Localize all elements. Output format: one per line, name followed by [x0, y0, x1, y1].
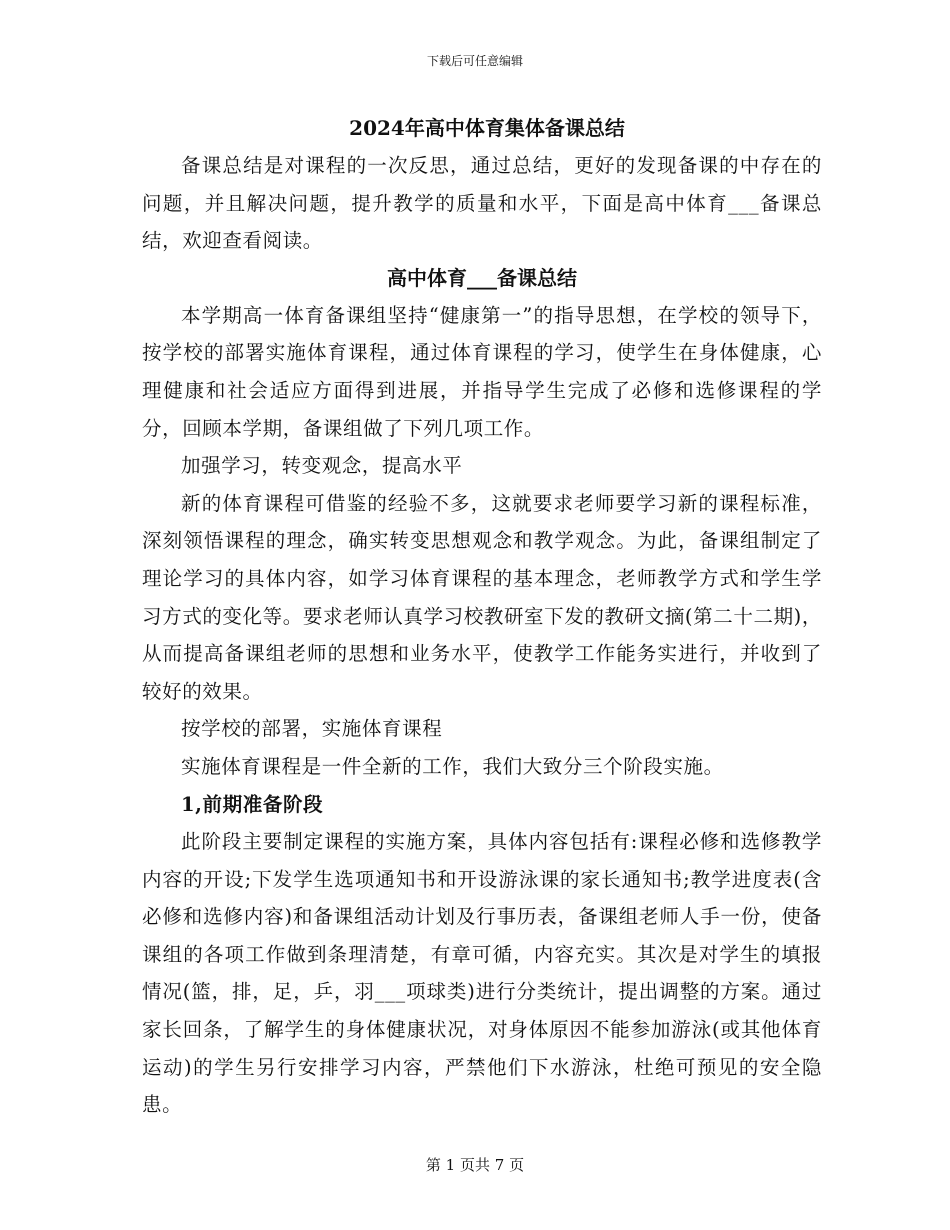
document-body	[142, 110, 822, 1124]
section-heading-2: 按学校的部署，实施体育课程	[181, 717, 443, 741]
paragraph-2: 新的体育课程可借鉴的经验不多，这就要求老师要学习新的课程标准，深刻领悟课程的理念，确实转变思想观念和教学观念。为此，备课组制定了理论学习的具体内容，如学习体育课程的基本理念，老师教学方式和学生学习方式的变化等。要求老师认真学习校教研室下发的教研文摘(第二十二期)，从而提高备课组老师的思想和业务水平，使教学工作能务实进行，并收到了较好的效果。	[142, 491, 822, 703]
page-footer: 第 1 页共 7 页	[425, 1156, 525, 1174]
document-title: 2024年高中体育集体备课总结	[349, 116, 625, 140]
document-subtitle: 高中体育___备课总结	[387, 265, 577, 290]
page-header-note: 下载后可任意编辑	[426, 54, 523, 68]
paragraph-1: 本学期高一体育备课组坚持“健康第一”的指导思想，在学校的领导下，按学校的部署实施体育课程，通过体育课程的学习，使学生在身体健康，心理健康和社会适应方面得到进展，并指导学生完成了必修和选修课程的学分，回顾本学期，备课组做了下列几项工作。	[142, 303, 822, 440]
paragraph-3: 实施体育课程是一件全新的工作，我们大致分三个阶段实施。	[181, 754, 724, 778]
section-heading-3: 1,前期准备阶段	[181, 792, 324, 816]
paragraph-4: 此阶段主要制定课程的实施方案，具体内容包括有:课程必修和选修教学内容的开设;下发学生选项通知书和开设游泳课的家长通知书;教学进度表(含必修和选修内容)和备课组活动计划及行事历表，备课组老师人手一份，使备课组的各项工作做到条理清楚，有章可循，内容充实。其次是对学生的填报情况(篮，排，足，乒，羽___项球类)进行分类统计，提出调整的方案。通过家长回条，了解学生的身体健康状况，对身体原因不能参加游泳(或其他体育运动)的学生另行安排学习内容，严禁他们下水游泳，杜绝可预见的安全隐患。	[142, 830, 822, 1117]
section-heading-1: 加强学习，转变观念，提高水平	[181, 454, 463, 478]
intro-paragraph: 备课总结是对课程的一次反思，通过总结，更好的发现备课的中存在的问题，并且解决问题，提升教学的质量和水平，下面是高中体育___备课总结，欢迎查看阅读。	[142, 154, 822, 253]
